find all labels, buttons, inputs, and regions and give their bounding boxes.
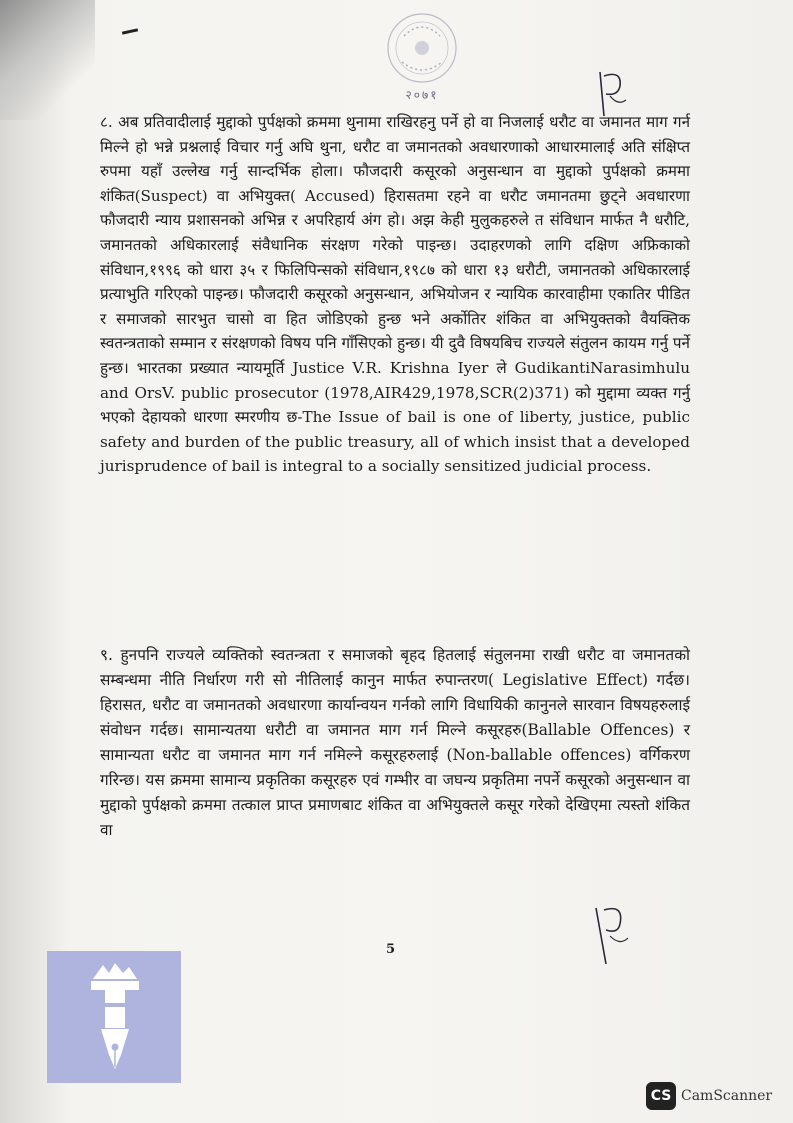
paragraph-8	[100, 110, 690, 479]
pen-emblem-icon	[47, 951, 181, 1083]
page-fold-shadow	[0, 0, 95, 120]
court-logo	[47, 951, 181, 1083]
signature-bottom	[590, 896, 632, 968]
page-number: 5	[386, 942, 396, 957]
document-body	[100, 110, 690, 839]
english-quote: The Issue of bail is one of liberty, justice, public safety and burden of the public treasury, all of which insist that a developed jurisprudence of bail is integral to a socially sensitized judicial process.	[100, 408, 690, 476]
seal-year: २०७१	[405, 88, 439, 102]
ink-mark	[122, 28, 138, 34]
paragraph-9: ९. हुनपनि राज्यले व्यक्तिको स्वतन्त्रता र समाजको बृहद हितलाई संतुलनमा राखी धरौट वा जमानतको सम्बन्धमा नीति निर्धारण गरी सो नीतिलाई कानुन मार्फत रुपान्तरण( Legislative Effect) गर्दछ। हिरासत, धरौट वा जमानतको अवधारणा कार्यान्वयन गर्नको लागि विधायिकी कानुनले सारवान विषयहरुलाई संवोधन गर्दछ। सामान्यतया धरौटी वा जमानत माग गर्न मिल्ने कसूरहरु(Ballable Offences) र सामान्यता धरौट वा जमानत माग गर्न नमिल्ने कसूरहरुलाई (Non-ballable offences) वर्गिकरण गरिन्छ। यस क्रममा सामान्य प्रकृतिका कसूरहरु एवं गम्भीर वा जघन्य प्रकृतिमा नपर्ने कसूरको अनुसन्धान वा मुद्दाको पुर्पक्षको क्रममा तत्काल प्राप्त प्रमाणबाट शंकित वा अभियुक्तले कसूर गरेको देखिएमा त्यस्तो शंकित वा	[100, 646, 690, 839]
camscanner-badge: CS	[646, 1082, 676, 1110]
paragraph-8-text: ८. अब प्रतिवादीलाई मुद्दाको पुर्पक्षको क्रममा थुनामा राखिरहनु पर्ने हो वा निजलाई धरौट वा जमानत माग गर्न मिल्ने हो भन्ने प्रश्नलाई विचार गर्नु अघि थुना, धरौट वा जमानतको अवधारणाको आधारमालाई अति संक्षिप्त रुपमा यहाँ उल्लेख गर्नु सान्दर्भिक होला। फौजदारी कसूरको अनुसन्धान वा मुद्दाको पुर्पक्षको क्रममा शंकित(Suspect) वा अभियुक्त( Accused) हिरासतमा रहने वा धरौट जमानतमा छुट्ने अवधारणा फौजदारी न्याय प्रशासनको अभिन्न र अपरिहार्य अंग हो। अझ केही मुलुकहरुले त संविधान मार्फत नै धरौटि, जमानतको अधिकारलाई संवैधानिक संरक्षण गरेको पाइन्छ। उदाहरणको लागि दक्षिण अफ्रिकाको संविधान,१९९६ को धारा ३५ र फिलिपिन्सको संविधान,१९८७ को धारा १३ धरौटी, जमानतको अधिकारलाई प्रत्याभुति गरिएको पाइन्छ। फौजदारी कसूरको अनुसन्धान, अभियोजन र न्यायिक कारवाहीमा एकातिर पीडित र समाजको सारभुत चासो वा हित जोडिएको हुन्छ भने अर्कोतिर शंकित वा अभियुक्तको वैयक्तिक स्वतन्त्रताको सम्मान र संरक्षणको विषय पनि गाँसिएको हुन्छ। यी दुवै विषयबिच राज्यले संतुलन कायम गर्नु पर्ने हुन्छ। भारतका प्रख्यात न्यायमूर्ति Justice V.R. Krishna Iyer ले GudikantiNarasimhulu and OrsV. public prosecutor (1978,AIR429,1978,SCR(2)371) को मुद्दामा व्यक्त गर्नु भएको देहायको धारणा स्मरणीय छ-	[100, 113, 690, 427]
camscanner-label: CamScanner	[681, 1088, 773, 1104]
